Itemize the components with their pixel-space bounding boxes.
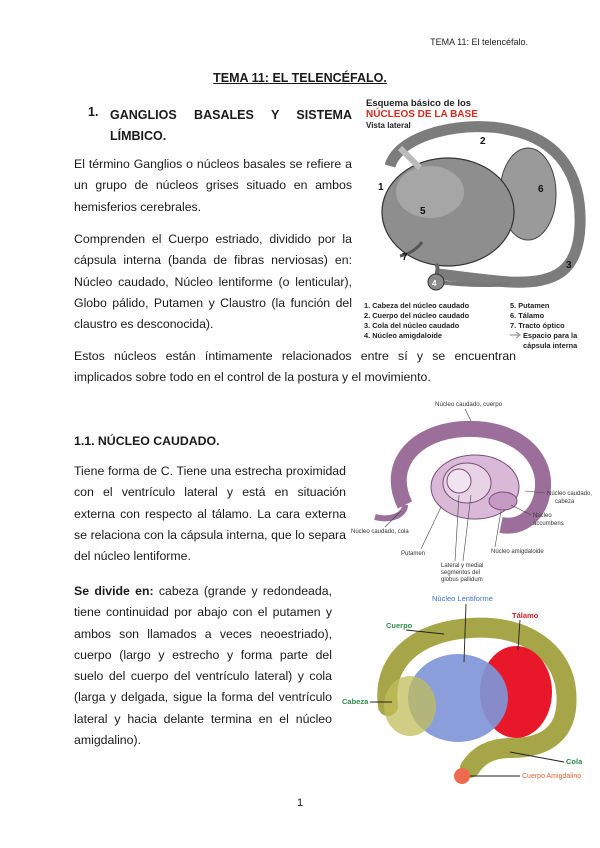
fig1-legend-6: 6. Tálamo — [510, 311, 545, 320]
paragraph-components: Comprenden el Cuerpo estriado, dividido por la cápsula interna (banda de fibras nerviosas) en: Núcleo caudado, Núcleo lentiforme (o lenticular), Globo pálido, Putamen y Claustro (la función del claustro es desconocida). — [74, 232, 352, 332]
paragraph-caudate-parts — [74, 581, 332, 751]
fig2-label-tail: Núcleo caudado, cola — [351, 529, 409, 535]
fig2-label-gp1: Lateral y medial — [441, 563, 484, 569]
figure-caudate-nucleus — [345, 395, 600, 585]
fig1-legend-4: 4. Núcleo amigdaloide — [364, 331, 443, 340]
fig1-num-7: 7 — [402, 252, 408, 263]
fig2-label-gp3: globus pallidum — [441, 577, 483, 583]
fig1-legend-5: 5. Putamen — [510, 301, 550, 310]
fig1-legend-1: 1. Cabeza del núcleo caudado — [364, 301, 470, 310]
fig2-label-gp2: segmentos del — [441, 570, 481, 576]
paragraph-caudate-shape: Tiene forma de C. Tiene una estrecha proximidad con el ventrículo lateral y está en situación externa con respecto al tálamo. La cara externa se relaciona con la cápsula interna, que lo separa del núcleo lentiforme. — [74, 464, 346, 564]
fig1-num-5: 5 — [420, 206, 426, 217]
subsection-heading: 1.1. NÚCLEO CAUDADO. — [74, 434, 220, 448]
fig2-label-head2: cabeza — [555, 499, 575, 505]
fig1-num-2: 2 — [480, 136, 486, 147]
fig1-title-line1: Esquema básico de los — [366, 98, 472, 109]
section-number: 1. — [88, 105, 99, 119]
paragraph-lead: Se divide en: — [74, 584, 154, 598]
fig1-num-1: 1 — [378, 182, 384, 193]
figure-caudate-colored — [340, 588, 600, 788]
fig1-legend-2: 2. Cuerpo del núcleo caudado — [364, 311, 470, 320]
fig3-label-thalamus: Tálamo — [512, 611, 539, 620]
page-title: TEMA 11: EL TELENCÉFALO. — [213, 71, 387, 85]
running-header: TEMA 11: El telencéfalo. — [430, 37, 528, 47]
paragraph-caudate-parts-text: cabeza (grande y redondeada, tiene continuidad por abajo con el putamen y ambos son llamados a veces neoestriado), cuerpo (largo y estrecho y forma parte del suelo del cuerpo del ventrículo lateral) y cola (larga y delgada, sigue la forma del ventrículo lateral y hacia delante termina en el núcleo amigdalino). — [74, 584, 332, 748]
fig2-label-acc2: accumbens — [533, 521, 564, 527]
fig1-legend-9: cápsula interna — [523, 341, 578, 350]
fig3-amygdala-shape — [454, 768, 470, 784]
fig2-label-amygdala: Núcleo amigdaloide — [491, 549, 544, 555]
fig3-label-amygdala: Cuerpo Amigdalino — [522, 773, 582, 780]
paragraph-intro: El término Ganglios o núcleos basales se refiere a un grupo de núcleos grises situado en ambos hemisferios cerebrales. — [74, 157, 352, 214]
fig1-legend-7: 7. Tracto óptico — [510, 321, 565, 330]
fig2-label-putamen: Putamen — [401, 551, 426, 557]
fig1-legend-8: Espacio para la — [523, 331, 578, 340]
fig2-label-acc1: Núcleo — [533, 513, 552, 519]
fig1-subtitle: Vista lateral — [366, 121, 411, 130]
fig3-label-tail: Cola — [566, 757, 583, 766]
fig3-label-head: Cabeza — [342, 697, 369, 706]
fig2-label-body: Núcleo caudado, cuerpo — [435, 401, 503, 408]
page-number: 1 — [296, 797, 304, 809]
section-heading: GANGLIOS BASALES Y SISTEMA LÍMBICO. — [110, 108, 352, 143]
fig2-label-head1: Núcleo caudado, — [547, 491, 593, 497]
fig3-label-lentiform: Núcleo Lentiforme — [432, 594, 493, 603]
fig1-num-6: 6 — [538, 184, 544, 195]
fig1-legend-3: 3. Cola del núcleo caudado — [364, 321, 460, 330]
fig3-label-body: Cuerpo — [386, 621, 413, 630]
fig1-title-line2: NÚCLEOS DE LA BASE — [366, 109, 478, 120]
fig1-num-4: 4 — [432, 279, 437, 288]
figure-basal-nuclei-lateral — [360, 96, 600, 356]
fig1-num-3: 3 — [566, 260, 572, 271]
paragraph-function-text: Estos núcleos están íntimamente relacionados entre sí y se encuentran implicados sobre todo en el control de la postura y el movimiento. — [74, 349, 516, 385]
